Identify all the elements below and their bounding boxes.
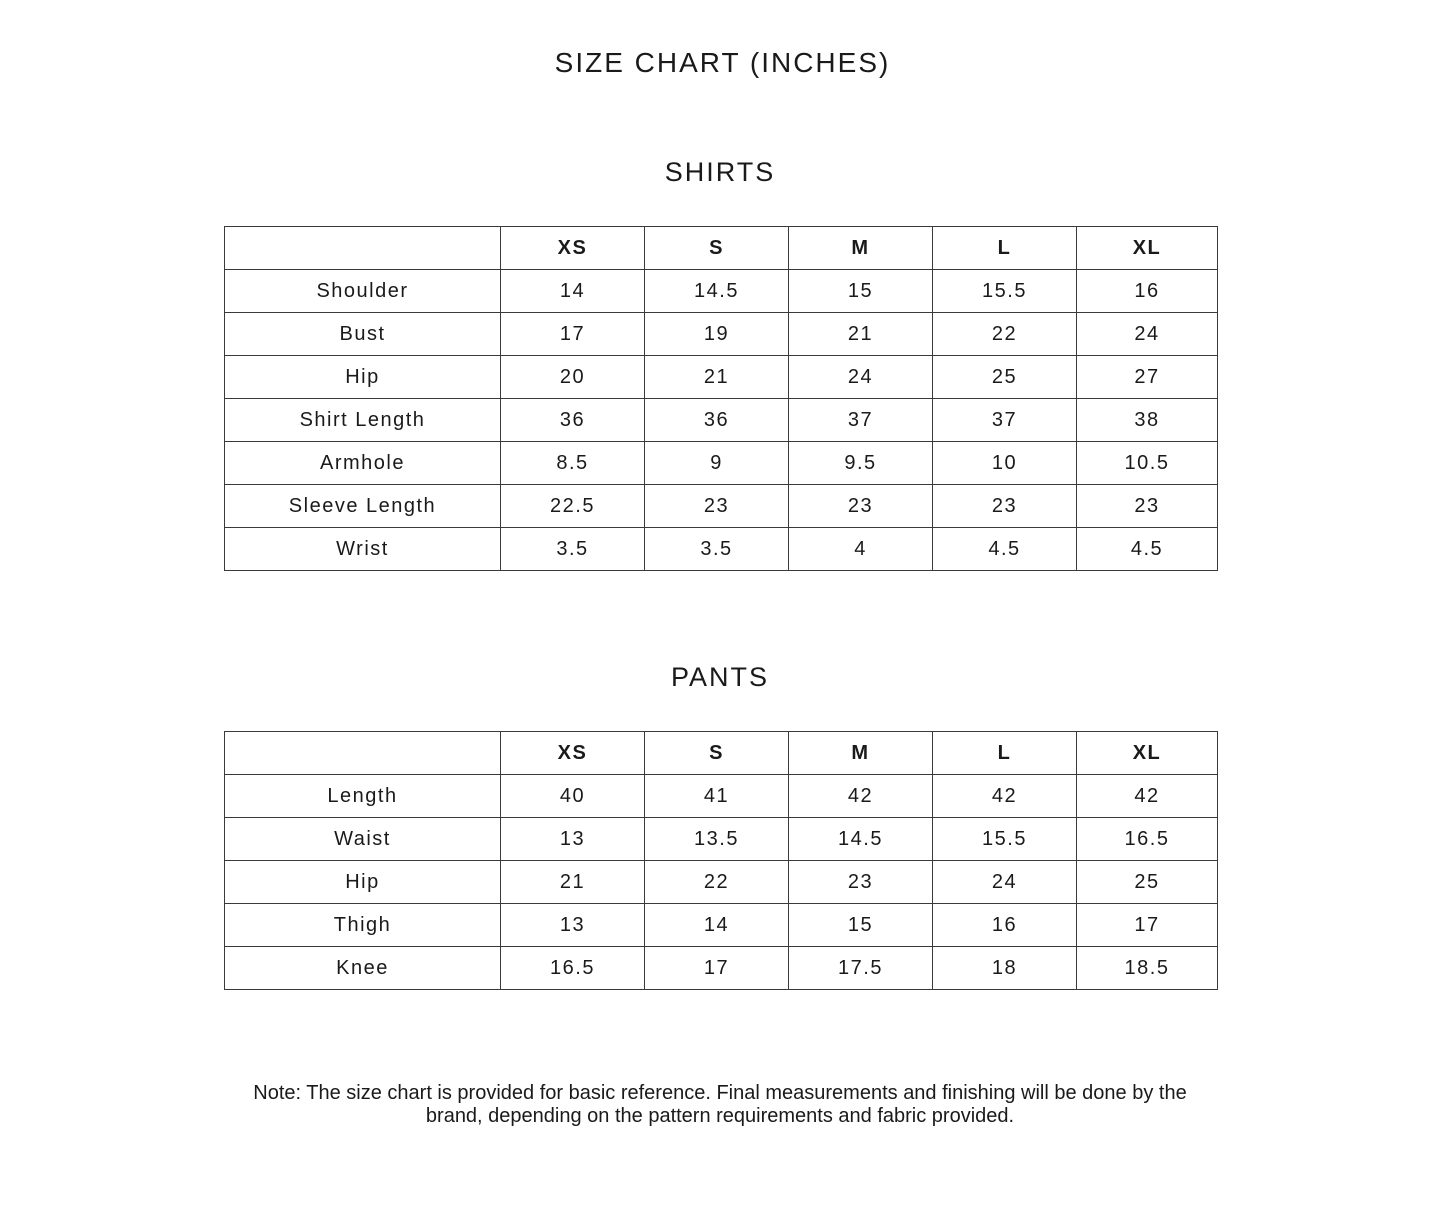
table-cell: 40 <box>501 775 645 818</box>
header-cell-s: S <box>645 732 789 775</box>
header-cell-m: M <box>789 227 933 270</box>
table-cell: 16 <box>933 904 1077 947</box>
table-cell: 10 <box>933 442 1077 485</box>
table-row <box>225 270 1218 313</box>
table-cell: 16.5 <box>501 947 645 990</box>
header-cell-empty <box>225 227 501 270</box>
table-cell: 38 <box>1077 399 1218 442</box>
table-cell: 23 <box>1077 485 1218 528</box>
table-cell: 27 <box>1077 356 1218 399</box>
table-cell: 41 <box>645 775 789 818</box>
table-cell: 4.5 <box>1077 528 1218 571</box>
row-label: Hip <box>225 861 501 904</box>
header-cell-s: S <box>645 227 789 270</box>
table-cell: 4 <box>789 528 933 571</box>
table-cell: 10.5 <box>1077 442 1218 485</box>
table-cell: 16.5 <box>1077 818 1218 861</box>
table-cell: 17 <box>501 313 645 356</box>
table-cell: 22.5 <box>501 485 645 528</box>
table-cell: 25 <box>1077 861 1218 904</box>
table-row <box>225 861 1218 904</box>
table-cell: 17 <box>1077 904 1218 947</box>
row-label: Knee <box>225 947 501 990</box>
table-cell: 21 <box>501 861 645 904</box>
shirts-section-title: SHIRTS <box>664 157 776 187</box>
table-cell: 42 <box>933 775 1077 818</box>
header-cell-xs: XS <box>501 227 645 270</box>
table-cell: 19 <box>645 313 789 356</box>
table-cell: 42 <box>1077 775 1218 818</box>
table-cell: 24 <box>789 356 933 399</box>
table-cell: 21 <box>645 356 789 399</box>
shirts-size-table <box>224 226 1218 571</box>
table-cell: 21 <box>789 313 933 356</box>
table-cell: 25 <box>933 356 1077 399</box>
table-row <box>225 818 1218 861</box>
table-row <box>225 528 1218 571</box>
table-cell: 18 <box>933 947 1077 990</box>
pants-section-title: PANTS <box>670 662 769 692</box>
table-cell: 14.5 <box>645 270 789 313</box>
row-label: Wrist <box>225 528 501 571</box>
table-cell: 13 <box>501 818 645 861</box>
row-label: Shoulder <box>225 270 501 313</box>
header-cell-l: L <box>933 732 1077 775</box>
table-cell: 23 <box>789 861 933 904</box>
table-cell: 15 <box>789 904 933 947</box>
table-cell: 24 <box>1077 313 1218 356</box>
table-cell: 14 <box>645 904 789 947</box>
table-cell: 36 <box>645 399 789 442</box>
table-row <box>225 442 1218 485</box>
table-cell: 3.5 <box>501 528 645 571</box>
table-row <box>225 356 1218 399</box>
table-row <box>225 775 1218 818</box>
table-cell: 17 <box>645 947 789 990</box>
table-cell: 37 <box>933 399 1077 442</box>
row-label: Sleeve Length <box>225 485 501 528</box>
table-cell: 15 <box>789 270 933 313</box>
table-cell: 9.5 <box>789 442 933 485</box>
page-title: SIZE CHART (INCHES) <box>554 47 891 78</box>
footnote-line-2: brand, depending on the pattern requirements and fabric provided. <box>425 1105 1015 1127</box>
table-cell: 16 <box>1077 270 1218 313</box>
table-cell: 13.5 <box>645 818 789 861</box>
row-label: Hip <box>225 356 501 399</box>
table-cell: 22 <box>933 313 1077 356</box>
table-row <box>225 947 1218 990</box>
table-cell: 23 <box>789 485 933 528</box>
table-cell: 4.5 <box>933 528 1077 571</box>
row-label: Thigh <box>225 904 501 947</box>
header-cell-l: L <box>933 227 1077 270</box>
table-row <box>225 399 1218 442</box>
table-cell: 23 <box>645 485 789 528</box>
pants-size-table <box>224 731 1218 990</box>
table-header-row <box>225 227 1218 270</box>
table-cell: 36 <box>501 399 645 442</box>
table-cell: 22 <box>645 861 789 904</box>
table-cell: 9 <box>645 442 789 485</box>
table-cell: 15.5 <box>933 818 1077 861</box>
table-cell: 24 <box>933 861 1077 904</box>
table-cell: 23 <box>933 485 1077 528</box>
table-row <box>225 485 1218 528</box>
table-cell: 14 <box>501 270 645 313</box>
table-cell: 18.5 <box>1077 947 1218 990</box>
header-cell-empty <box>225 732 501 775</box>
table-row <box>225 904 1218 947</box>
row-label: Bust <box>225 313 501 356</box>
table-header-row <box>225 732 1218 775</box>
row-label: Waist <box>225 818 501 861</box>
table-cell: 14.5 <box>789 818 933 861</box>
header-cell-m: M <box>789 732 933 775</box>
footnote <box>170 1082 1270 1128</box>
table-row <box>225 313 1218 356</box>
table-cell: 13 <box>501 904 645 947</box>
header-cell-xs: XS <box>501 732 645 775</box>
row-label: Shirt Length <box>225 399 501 442</box>
table-cell: 20 <box>501 356 645 399</box>
table-cell: 15.5 <box>933 270 1077 313</box>
row-label: Armhole <box>225 442 501 485</box>
footnote-line-1: Note: The size chart is provided for basic reference. Final measurements and finishing will be done by the <box>253 1082 1187 1104</box>
row-label: Length <box>225 775 501 818</box>
header-cell-xl: XL <box>1077 732 1218 775</box>
table-cell: 17.5 <box>789 947 933 990</box>
table-cell: 37 <box>789 399 933 442</box>
table-cell: 8.5 <box>501 442 645 485</box>
table-cell: 3.5 <box>645 528 789 571</box>
header-cell-xl: XL <box>1077 227 1218 270</box>
table-cell: 42 <box>789 775 933 818</box>
